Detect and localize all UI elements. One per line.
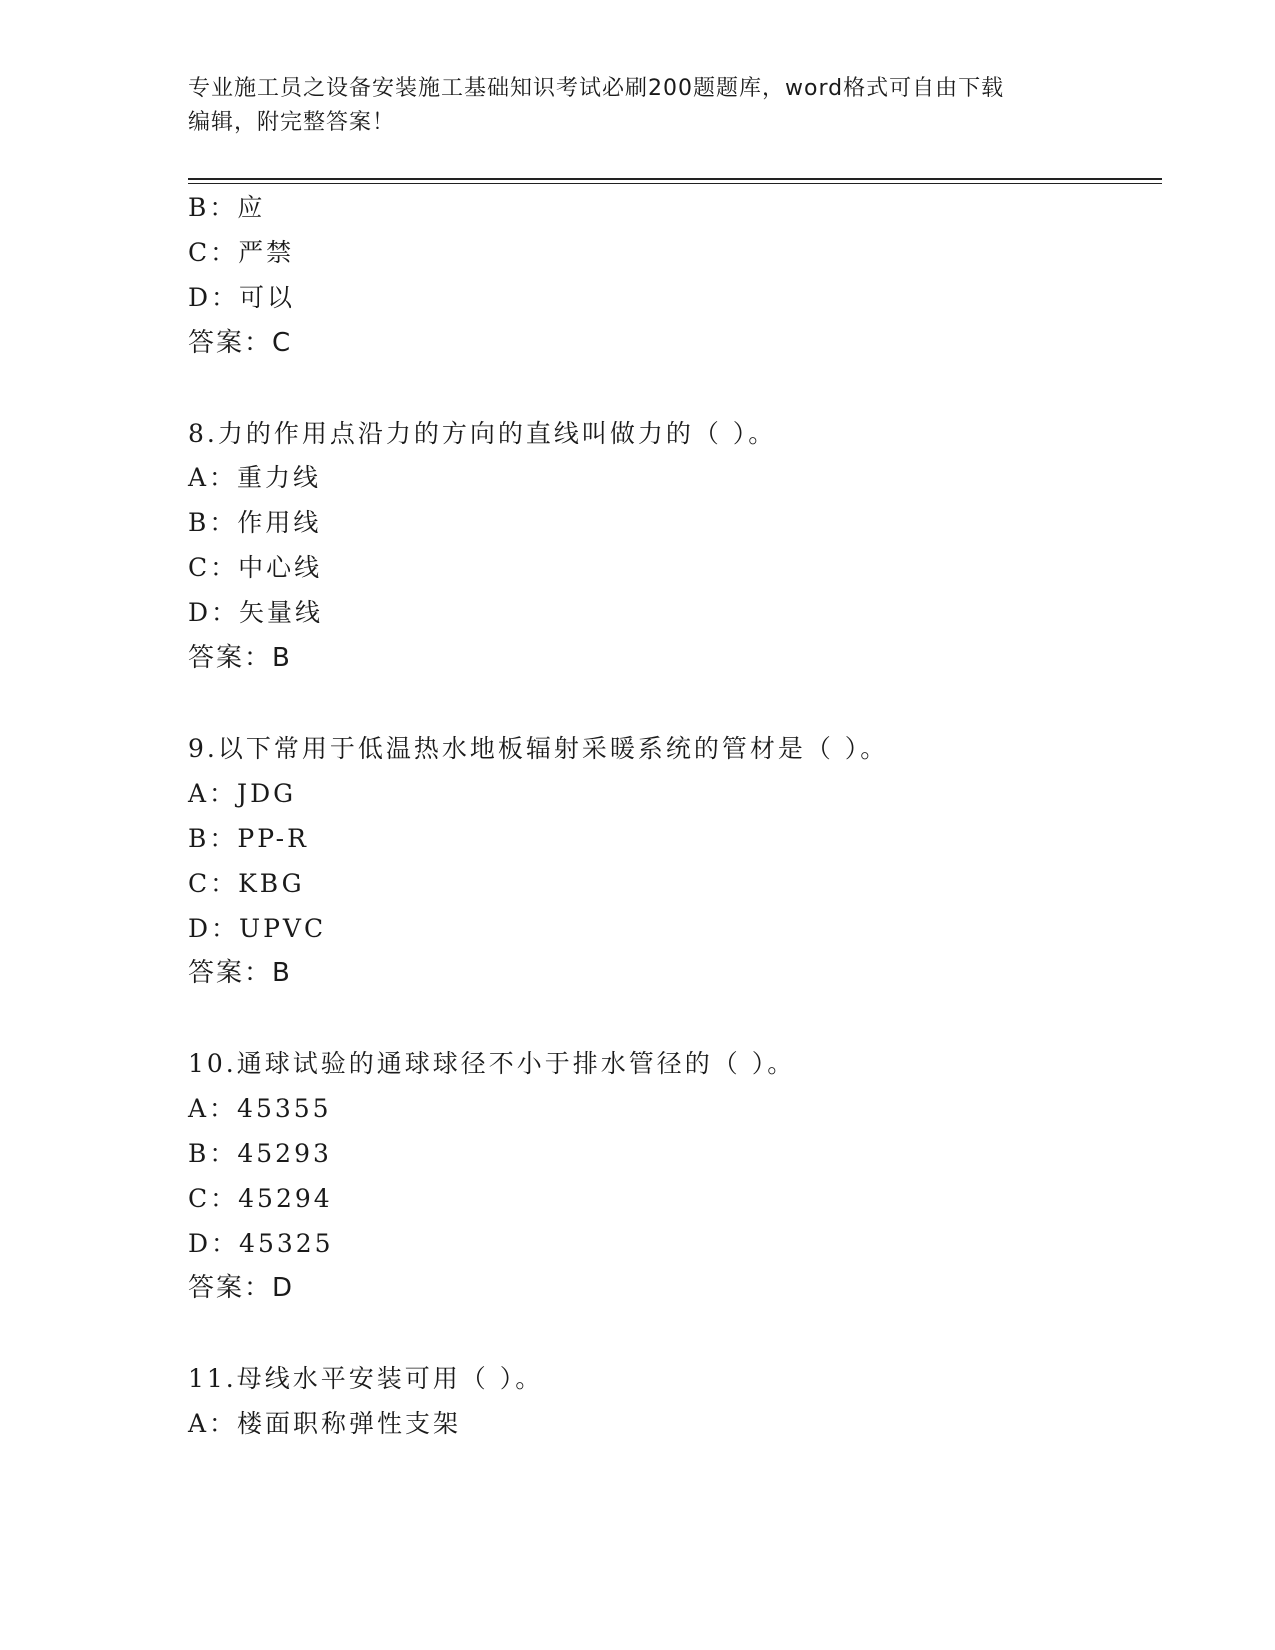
option-c: C：中心线 (188, 553, 323, 582)
option-d: D：可以 (188, 283, 296, 312)
option-b: B：PP-R (188, 824, 309, 853)
option-b: B：应 (188, 193, 266, 222)
option-b: B：作用线 (188, 508, 322, 537)
option-a: A：JDG (188, 779, 297, 808)
option-a: A：45355 (188, 1094, 332, 1123)
option-a: A：楼面职称弹性支架 (188, 1409, 462, 1438)
option-a: A：重力线 (188, 463, 322, 492)
header-title-line-1: 专业施工员之设备安装施工基础知识考试必刷200题题库，word格式可自由下载 (188, 76, 1005, 101)
option-d: D：UPVC (188, 914, 327, 943)
answer-line: 答案：D (188, 1273, 295, 1303)
answer-line: 答案：B (188, 958, 292, 988)
answer-line: 答案：C (188, 328, 293, 358)
document-header (188, 72, 1088, 140)
question-10: 10.通球试验的通球球径不小于排水管径的（ ）。 (188, 1049, 796, 1078)
header-title-line-2: 编辑，附完整答案！ (188, 110, 396, 135)
option-c: C：45294 (188, 1184, 333, 1213)
option-d: D：45325 (188, 1229, 334, 1258)
option-c: C：KBG (188, 869, 305, 898)
option-d: D：矢量线 (188, 598, 324, 627)
option-c: C：严禁 (188, 238, 295, 267)
option-b: B：45293 (188, 1139, 332, 1168)
answer-line: 答案：B (188, 643, 292, 673)
question-8: 8.力的作用点沿力的方向的直线叫做力的（ ）。 (188, 419, 777, 448)
header-divider-thin (188, 183, 1162, 184)
question-11: 11.母线水平安装可用（ ）。 (188, 1364, 544, 1393)
header-divider-thick (188, 178, 1162, 180)
question-9: 9.以下常用于低温热水地板辐射采暖系统的管材是（ ）。 (188, 734, 889, 763)
